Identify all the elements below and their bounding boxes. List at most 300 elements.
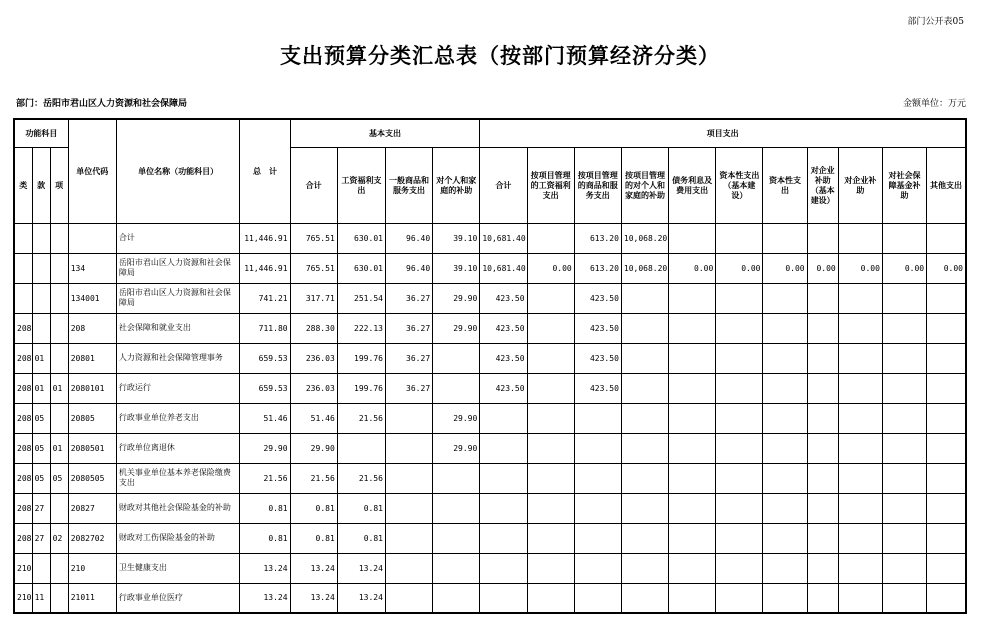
table-row [14, 253, 966, 283]
cell-project-capital-build [716, 553, 763, 583]
cell-project-individual: 10,068.20 [621, 253, 668, 283]
cell-project-sum: 423.50 [480, 313, 527, 343]
header-project-other: 其他支出 [927, 147, 966, 223]
cell-basic-goods: 96.40 [385, 223, 432, 253]
table-row [14, 373, 966, 403]
cell-lei: 208 [14, 433, 32, 463]
cell-project-goods [574, 583, 621, 613]
cell-project-individual [621, 583, 668, 613]
cell-basic-individual [433, 523, 480, 553]
cell-project-goods: 423.50 [574, 373, 621, 403]
header-project-expenditure: 项目支出 [480, 119, 966, 147]
header-project-debt: 债务利息及费用支出 [669, 147, 716, 223]
cell-basic-wage: 199.76 [337, 373, 385, 403]
table-row [14, 223, 966, 253]
cell-project-wage [527, 283, 574, 313]
cell-project-debt [669, 403, 716, 433]
cell-basic-goods [385, 493, 432, 523]
cell-project-capital [763, 283, 807, 313]
cell-basic-wage: 13.24 [337, 583, 385, 613]
cell-total: 741.21 [240, 283, 290, 313]
cell-basic-sum: 29.90 [290, 433, 337, 463]
cell-basic-goods [385, 463, 432, 493]
cell-project-goods: 423.50 [574, 343, 621, 373]
header-total: 总 计 [240, 119, 290, 223]
cell-project-capital [763, 463, 807, 493]
cell-project-enterprise-build [807, 313, 838, 343]
cell-basic-wage: 199.76 [337, 343, 385, 373]
cell-unit-code: 2080501 [68, 433, 116, 463]
cell-project-sum: 423.50 [480, 283, 527, 313]
cell-project-other [927, 553, 966, 583]
cell-project-enterprise: 0.00 [838, 253, 882, 283]
cell-xiang [50, 493, 68, 523]
cell-basic-individual: 39.10 [433, 223, 480, 253]
cell-lei [14, 253, 32, 283]
cell-project-individual [621, 313, 668, 343]
budget-table [13, 118, 967, 614]
cell-unit-name: 行政事业单位养老支出 [116, 403, 240, 433]
cell-project-sum [480, 433, 527, 463]
cell-project-enterprise-build [807, 283, 838, 313]
header-project-goods: 按项目管理的商品和服务支出 [574, 147, 621, 223]
cell-project-enterprise-build [807, 553, 838, 583]
cell-project-individual [621, 493, 668, 523]
cell-project-individual [621, 403, 668, 433]
cell-xiang [50, 403, 68, 433]
cell-project-capital-build [716, 283, 763, 313]
header-project-capital-build: 资本性支出（基本建设） [716, 147, 763, 223]
table-row [14, 283, 966, 313]
cell-basic-sum: 21.56 [290, 463, 337, 493]
cell-basic-wage: 630.01 [337, 223, 385, 253]
cell-project-goods: 423.50 [574, 283, 621, 313]
cell-unit-code: 2082702 [68, 523, 116, 553]
header-project-enterprise-build: 对企业补助（基本建设） [807, 147, 838, 223]
cell-project-capital-build [716, 343, 763, 373]
cell-basic-sum: 317.71 [290, 283, 337, 313]
cell-unit-name: 人力资源和社会保障管理事务 [116, 343, 240, 373]
cell-project-social [882, 433, 926, 463]
cell-project-individual [621, 523, 668, 553]
cell-project-debt [669, 343, 716, 373]
cell-total: 11,446.91 [240, 223, 290, 253]
cell-lei: 208 [14, 373, 32, 403]
cell-project-wage [527, 553, 574, 583]
cell-xiang [50, 253, 68, 283]
cell-unit-code: 134 [68, 253, 116, 283]
cell-project-capital-build [716, 523, 763, 553]
cell-project-capital-build [716, 373, 763, 403]
cell-basic-wage: 0.81 [337, 493, 385, 523]
cell-project-capital [763, 313, 807, 343]
cell-total: 711.80 [240, 313, 290, 343]
cell-project-debt [669, 433, 716, 463]
cell-project-capital: 0.00 [763, 253, 807, 283]
cell-project-wage [527, 493, 574, 523]
cell-project-enterprise-build [807, 373, 838, 403]
cell-project-capital [763, 433, 807, 463]
cell-project-other [927, 583, 966, 613]
cell-project-capital [763, 493, 807, 523]
cell-lei: 208 [14, 313, 32, 343]
cell-kuan [32, 253, 50, 283]
header-func-subject: 功能科目 [14, 119, 68, 147]
cell-basic-wage: 251.54 [337, 283, 385, 313]
cell-project-enterprise-build [807, 493, 838, 523]
cell-project-sum [480, 463, 527, 493]
cell-basic-sum: 0.81 [290, 493, 337, 523]
cell-project-social [882, 343, 926, 373]
cell-basic-individual [433, 553, 480, 583]
cell-lei: 210 [14, 553, 32, 583]
cell-project-enterprise [838, 313, 882, 343]
table-row [14, 343, 966, 373]
table-row [14, 583, 966, 613]
cell-kuan: 05 [32, 463, 50, 493]
cell-project-social [882, 373, 926, 403]
cell-project-enterprise-build [807, 223, 838, 253]
cell-project-capital-build: 0.00 [716, 253, 763, 283]
cell-kuan: 05 [32, 433, 50, 463]
cell-lei: 208 [14, 343, 32, 373]
cell-project-debt: 0.00 [669, 253, 716, 283]
cell-project-other [927, 223, 966, 253]
cell-project-wage [527, 583, 574, 613]
cell-project-capital [763, 403, 807, 433]
cell-project-enterprise [838, 433, 882, 463]
cell-project-capital [763, 373, 807, 403]
cell-basic-wage [337, 433, 385, 463]
cell-basic-individual [433, 373, 480, 403]
cell-kuan: 27 [32, 493, 50, 523]
cell-project-capital [763, 553, 807, 583]
cell-total: 659.53 [240, 373, 290, 403]
cell-project-other [927, 283, 966, 313]
cell-project-social [882, 583, 926, 613]
cell-project-individual [621, 343, 668, 373]
cell-basic-goods: 36.27 [385, 313, 432, 343]
cell-unit-name: 财政对工伤保险基金的补助 [116, 523, 240, 553]
cell-project-individual [621, 553, 668, 583]
cell-project-sum [480, 403, 527, 433]
cell-project-enterprise [838, 463, 882, 493]
cell-kuan [32, 553, 50, 583]
cell-project-wage [527, 403, 574, 433]
cell-project-individual [621, 373, 668, 403]
cell-project-debt [669, 463, 716, 493]
cell-project-individual [621, 283, 668, 313]
cell-kuan [32, 283, 50, 313]
cell-basic-sum: 236.03 [290, 373, 337, 403]
cell-project-sum: 10,681.40 [480, 253, 527, 283]
page-title: 支出预算分类汇总表（按部门预算经济分类） [280, 43, 720, 68]
cell-lei: 208 [14, 493, 32, 523]
cell-project-other [927, 373, 966, 403]
cell-kuan: 01 [32, 343, 50, 373]
cell-unit-name: 岳阳市君山区人力资源和社会保障局 [116, 253, 240, 283]
cell-project-social [882, 403, 926, 433]
cell-kuan [32, 223, 50, 253]
cell-xiang [50, 553, 68, 583]
cell-basic-individual: 29.90 [433, 433, 480, 463]
cell-unit-code: 210 [68, 553, 116, 583]
cell-total: 11,446.91 [240, 253, 290, 283]
cell-basic-goods [385, 583, 432, 613]
cell-project-other [927, 463, 966, 493]
cell-project-enterprise [838, 553, 882, 583]
cell-project-social: 0.00 [882, 253, 926, 283]
table-row [14, 403, 966, 433]
cell-basic-individual [433, 343, 480, 373]
cell-basic-goods [385, 553, 432, 583]
cell-xiang [50, 223, 68, 253]
cell-xiang [50, 283, 68, 313]
cell-basic-goods [385, 403, 432, 433]
cell-xiang: 05 [50, 463, 68, 493]
cell-total: 13.24 [240, 583, 290, 613]
cell-project-debt [669, 493, 716, 523]
cell-basic-sum: 765.51 [290, 253, 337, 283]
cell-project-wage [527, 433, 574, 463]
cell-basic-sum: 51.46 [290, 403, 337, 433]
cell-project-enterprise [838, 493, 882, 523]
cell-project-debt [669, 313, 716, 343]
cell-project-enterprise-build: 0.00 [807, 253, 838, 283]
cell-project-sum [480, 493, 527, 523]
cell-basic-sum: 0.81 [290, 523, 337, 553]
cell-basic-wage: 630.01 [337, 253, 385, 283]
cell-project-capital [763, 523, 807, 553]
cell-unit-name: 机关事业单位基本养老保险缴费支出 [116, 463, 240, 493]
cell-unit-code: 134001 [68, 283, 116, 313]
cell-unit-name: 行政事业单位医疗 [116, 583, 240, 613]
cell-project-sum: 10,681.40 [480, 223, 527, 253]
cell-project-goods: 613.20 [574, 223, 621, 253]
cell-basic-goods [385, 523, 432, 553]
table-row [14, 553, 966, 583]
cell-basic-individual: 39.10 [433, 253, 480, 283]
cell-project-debt [669, 583, 716, 613]
cell-project-wage [527, 343, 574, 373]
cell-project-individual [621, 463, 668, 493]
cell-lei: 208 [14, 403, 32, 433]
cell-project-capital-build [716, 313, 763, 343]
cell-project-enterprise-build [807, 403, 838, 433]
header-basic-sum: 合计 [290, 147, 337, 223]
cell-project-enterprise [838, 403, 882, 433]
cell-unit-code: 20827 [68, 493, 116, 523]
cell-project-goods: 423.50 [574, 313, 621, 343]
cell-project-social [882, 313, 926, 343]
cell-project-capital-build [716, 463, 763, 493]
cell-basic-wage: 222.13 [337, 313, 385, 343]
cell-basic-sum: 13.24 [290, 553, 337, 583]
cell-project-capital-build [716, 493, 763, 523]
cell-project-capital [763, 583, 807, 613]
cell-basic-goods: 36.27 [385, 373, 432, 403]
cell-unit-name: 卫生健康支出 [116, 553, 240, 583]
cell-project-social [882, 553, 926, 583]
cell-project-social [882, 223, 926, 253]
cell-xiang [50, 313, 68, 343]
cell-basic-wage: 13.24 [337, 553, 385, 583]
cell-kuan: 27 [32, 523, 50, 553]
cell-total: 0.81 [240, 523, 290, 553]
header-basic-individual: 对个人和家庭的补助 [433, 147, 480, 223]
cell-project-enterprise [838, 583, 882, 613]
cell-project-other [927, 433, 966, 463]
cell-project-capital [763, 343, 807, 373]
cell-project-enterprise [838, 223, 882, 253]
table-row [14, 463, 966, 493]
cell-xiang: 02 [50, 523, 68, 553]
cell-unit-code: 20801 [68, 343, 116, 373]
cell-project-individual [621, 433, 668, 463]
table-row [14, 523, 966, 553]
cell-project-capital-build [716, 223, 763, 253]
cell-project-wage [527, 223, 574, 253]
cell-project-social [882, 463, 926, 493]
cell-project-goods [574, 463, 621, 493]
cell-project-sum [480, 583, 527, 613]
cell-project-wage [527, 313, 574, 343]
cell-unit-name: 行政单位离退休 [116, 433, 240, 463]
cell-unit-code: 2080505 [68, 463, 116, 493]
cell-project-capital-build [716, 433, 763, 463]
table-row [14, 313, 966, 343]
cell-project-enterprise-build [807, 523, 838, 553]
header-project-capital: 资本性支出 [763, 147, 807, 223]
cell-project-other [927, 313, 966, 343]
cell-project-social [882, 523, 926, 553]
cell-unit-code: 20805 [68, 403, 116, 433]
cell-project-other [927, 403, 966, 433]
cell-project-enterprise-build [807, 433, 838, 463]
cell-project-other [927, 523, 966, 553]
cell-project-enterprise [838, 283, 882, 313]
cell-basic-individual: 29.90 [433, 403, 480, 433]
header-project-sum: 合计 [480, 147, 527, 223]
cell-total: 29.90 [240, 433, 290, 463]
header-xiang: 项 [50, 147, 68, 223]
cell-project-social [882, 493, 926, 523]
cell-total: 0.81 [240, 493, 290, 523]
cell-project-debt [669, 223, 716, 253]
cell-basic-sum: 236.03 [290, 343, 337, 373]
cell-basic-sum: 288.30 [290, 313, 337, 343]
cell-project-goods [574, 403, 621, 433]
cell-basic-wage: 21.56 [337, 463, 385, 493]
cell-project-enterprise-build [807, 343, 838, 373]
cell-project-sum: 423.50 [480, 373, 527, 403]
cell-project-social [882, 283, 926, 313]
cell-project-capital [763, 223, 807, 253]
header-basic-wage: 工资福利支出 [337, 147, 385, 223]
cell-project-debt [669, 283, 716, 313]
department-label: 部门：岳阳市君山区人力资源和社会保障局 [16, 99, 188, 109]
form-number: 部门公开表05 [907, 17, 964, 27]
cell-basic-individual [433, 493, 480, 523]
cell-project-capital-build [716, 583, 763, 613]
cell-basic-wage: 21.56 [337, 403, 385, 433]
cell-basic-individual [433, 463, 480, 493]
header-unit-name: 单位名称（功能科目） [116, 119, 240, 223]
header-basic-goods: 一般商品和服务支出 [385, 147, 432, 223]
cell-basic-individual: 29.90 [433, 313, 480, 343]
cell-project-sum [480, 553, 527, 583]
cell-unit-name: 合计 [116, 223, 240, 253]
header-project-individual: 按项目管理的对个人和家庭的补助 [621, 147, 668, 223]
cell-basic-sum: 765.51 [290, 223, 337, 253]
cell-kuan: 05 [32, 403, 50, 433]
header-project-wage: 按项目管理的工资福利支出 [527, 147, 574, 223]
cell-total: 51.46 [240, 403, 290, 433]
cell-kuan [32, 313, 50, 343]
cell-project-other [927, 343, 966, 373]
cell-project-enterprise-build [807, 463, 838, 493]
table-row [14, 433, 966, 463]
cell-unit-name: 财政对其他社会保险基金的补助 [116, 493, 240, 523]
cell-xiang: 01 [50, 373, 68, 403]
cell-unit-code [68, 223, 116, 253]
cell-xiang: 01 [50, 433, 68, 463]
cell-project-other: 0.00 [927, 253, 966, 283]
cell-project-sum: 423.50 [480, 343, 527, 373]
cell-project-debt [669, 373, 716, 403]
cell-xiang [50, 343, 68, 373]
cell-project-goods [574, 523, 621, 553]
cell-lei [14, 283, 32, 313]
cell-unit-code: 208 [68, 313, 116, 343]
cell-project-goods [574, 493, 621, 523]
cell-project-wage [527, 463, 574, 493]
cell-kuan: 11 [32, 583, 50, 613]
header-lei: 类 [14, 147, 32, 223]
header-project-enterprise: 对企业补助 [838, 147, 882, 223]
header-basic-expenditure: 基本支出 [290, 119, 480, 147]
cell-project-individual: 10,068.20 [621, 223, 668, 253]
cell-project-debt [669, 553, 716, 583]
cell-basic-individual: 29.90 [433, 283, 480, 313]
cell-project-enterprise [838, 523, 882, 553]
cell-unit-name: 岳阳市君山区人力资源和社会保障局 [116, 283, 240, 313]
cell-project-wage [527, 373, 574, 403]
cell-lei: 208 [14, 523, 32, 553]
cell-basic-wage: 0.81 [337, 523, 385, 553]
cell-project-wage [527, 523, 574, 553]
header-unit-code: 单位代码 [68, 119, 116, 223]
cell-project-other [927, 493, 966, 523]
cell-xiang [50, 583, 68, 613]
header-project-social: 对社会保障基金补助 [882, 147, 926, 223]
cell-project-goods [574, 553, 621, 583]
cell-total: 21.56 [240, 463, 290, 493]
cell-basic-sum: 13.24 [290, 583, 337, 613]
cell-project-goods [574, 433, 621, 463]
cell-basic-individual [433, 583, 480, 613]
cell-total: 659.53 [240, 343, 290, 373]
cell-lei [14, 223, 32, 253]
cell-basic-goods [385, 433, 432, 463]
cell-basic-goods: 96.40 [385, 253, 432, 283]
cell-lei: 210 [14, 583, 32, 613]
cell-project-goods: 613.20 [574, 253, 621, 283]
cell-total: 13.24 [240, 553, 290, 583]
cell-unit-code: 21011 [68, 583, 116, 613]
cell-unit-name: 行政运行 [116, 373, 240, 403]
cell-lei: 208 [14, 463, 32, 493]
